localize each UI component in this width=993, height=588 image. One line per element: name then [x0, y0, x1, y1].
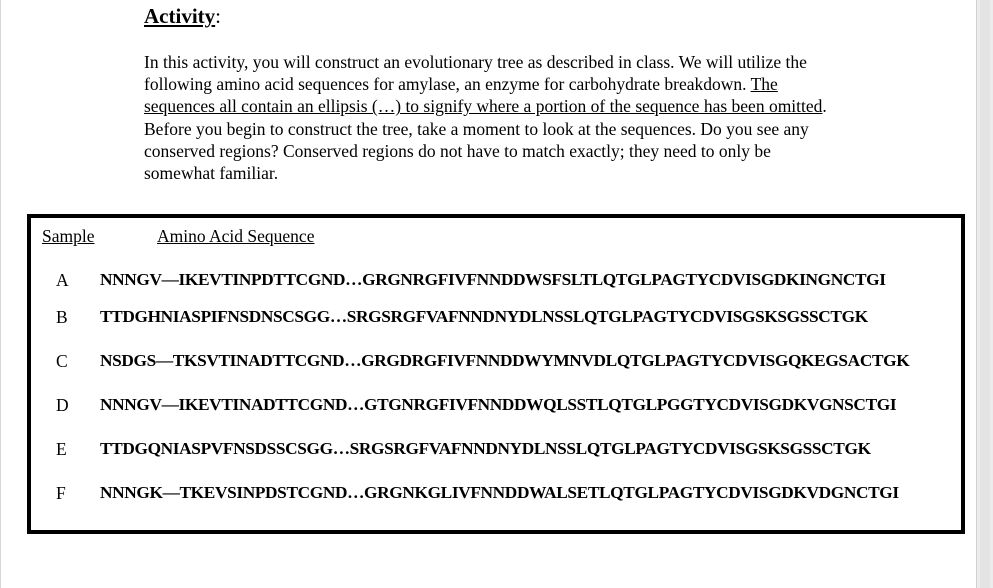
sample-label-b: B	[56, 307, 68, 327]
intro-paragraph	[144, 51, 844, 184]
header-amino-acid-sequence: Amino Acid Sequence	[157, 226, 315, 246]
sample-label-e: E	[56, 439, 67, 459]
activity-title: Activity	[144, 4, 216, 28]
page-left-edge	[0, 0, 1, 588]
activity-title-colon: :	[215, 4, 221, 28]
sequence-f: NNNGK—TKEVSINPDSTCGND…GRGNKGLIVFNNDDWALSETLQTGLPAGTYCDVISGDKVDGNCTGI	[100, 483, 899, 502]
vertical-scrollbar[interactable]	[976, 0, 993, 588]
intro-text-start: In this activity, you will construct an evolutionary tree as described in class. We will utilize the following amino acid sequences for amylase, an enzyme for carbohydrate breakdown.	[144, 52, 807, 95]
sequence-e: TTDGQNIASPVFNSDSSCSGG…SRGSRGFVAFNNDNYDLNSSLQTGLPAGTYCDVISGSKSGSSCTGK	[100, 439, 871, 458]
sequence-a: NNNGV—IKEVTINPDTTCGND…GRGNRGFIVFNNDDWSFSLTLQTGLPAGTYCDVISGDKINGNCTGI	[100, 270, 886, 289]
sample-label-f: F	[56, 483, 66, 503]
sequence-d: NNNGV—IKEVTINADTTCGND…GTGNRGFIVFNNDDWQLSSTLQTGLPGGTYCDVISGDKVGNSCTGI	[100, 395, 897, 414]
sample-label-d: D	[56, 395, 69, 415]
intro-text-end: . Before you begin to construct the tree, take a moment to look at the sequences. Do you see any conserved regions? Conserved regions do not have to match exactly; they need to only be somewhat familiar.	[144, 96, 827, 184]
activity-heading	[144, 4, 221, 28]
sample-label-c: C	[56, 351, 68, 371]
intro-underlined-note: The sequences all contain an ellipsis (…) to signify where a portion of the sequence has been omitted	[144, 74, 823, 117]
scrollbar-thumb[interactable]	[980, 0, 990, 588]
header-sample: Sample	[42, 226, 95, 246]
sequence-b: TTDGHNIASPIFNSDNSCSGG…SRGSRGFVAFNNDNYDLNSSLQTGLPAGTYCDVISGSKSGSSCTGK	[100, 307, 868, 326]
sequence-c: NSDGS—TKSVTINADTTCGND…GRGDRGFIVFNNDDWYMNVDLQTGLPAGTYCDVISGQKEGSACTGK	[100, 351, 910, 370]
sample-label-a: A	[56, 270, 69, 290]
